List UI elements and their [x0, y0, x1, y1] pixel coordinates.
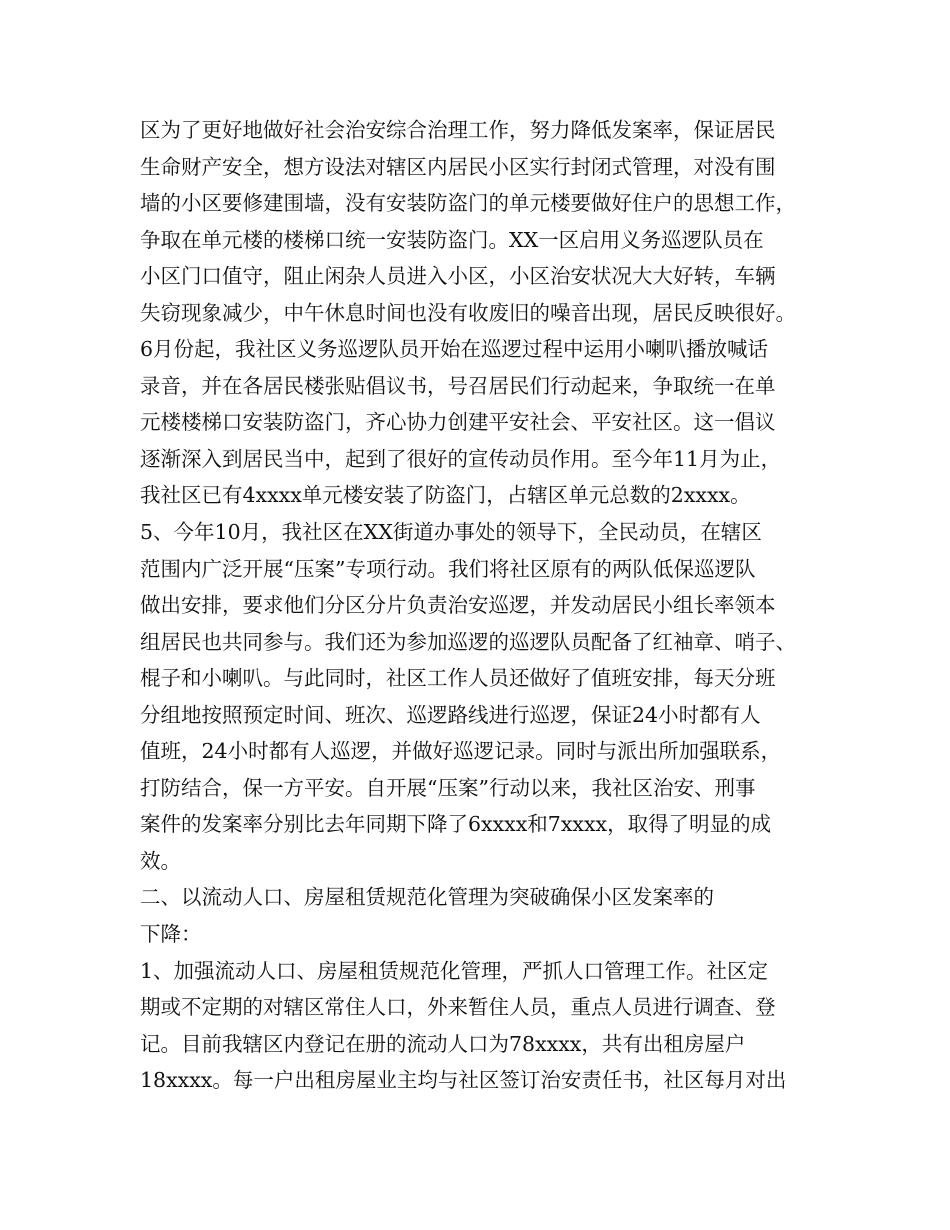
- text-line: 做出安排，要求他们分区分片负责治安巡逻，并发动居民小组长率领本: [140, 593, 776, 618]
- text-line: 18xxxx。每一户出租房屋业主均与社区签订治安责任书，社区每月对出: [140, 1068, 787, 1093]
- text-line: 生命财产安全，想方设法对辖区内居民小区实行封闭式管理，对没有围: [140, 154, 776, 179]
- text-line: 元楼楼梯口安装防盗门，齐心协力创建平安社会、平安社区。这一倡议: [140, 410, 776, 435]
- text-line: 范围内广泛开展“压案”专项行动。我们将社区原有的两队低保巡逻队: [140, 556, 756, 581]
- text-line: 1、加强流动人口、房屋租赁规范化管理，严抓人口管理工作。社区定: [140, 958, 769, 983]
- text-line: 录音，并在各居民楼张贴倡议书，号召居民们行动起来，争取统一在单: [140, 373, 776, 398]
- text-line: 区为了更好地做好社会治安综合治理工作，努力降低发案率，保证居民: [140, 118, 776, 142]
- text-line: 争取在单元楼的楼梯口统一安装防盗门。XX一区启用义务巡逻队员在: [140, 227, 764, 252]
- text-line: 打防结合，保一方平安。自开展“压案”行动以来，我社区治安、刑事: [140, 775, 756, 800]
- text-line: 逐渐深入到居民当中，起到了很好的宣传动员作用。至今年11月为止，: [140, 446, 782, 471]
- text-line: 效。: [140, 848, 181, 873]
- text-line: 期或不定期的对辖区常住人口，外来暂住人员，重点人员进行调查、登: [140, 995, 776, 1020]
- text-line: 墙的小区要修建围墙，没有安装防盗门的单元楼要做好住户的思想工作，: [140, 191, 796, 216]
- text-line: 组居民也共同参与。我们还为参加巡逻的巡逻队员配备了红袖章、哨子、: [140, 629, 796, 654]
- text-line: 值班，24小时都有人巡逻，并做好巡逻记录。同时与派出所加强联系，: [140, 739, 782, 764]
- text-line: 失窃现象减少，中午休息时间也没有收废旧的噪音出现，居民反映很好。: [140, 300, 796, 325]
- text-line: 小区门口值守，阻止闲杂人员进入小区，小区治安状况大大好转，车辆: [140, 264, 776, 289]
- text-line: 分组地按照预定时间、班次、巡逻路线进行巡逻，保证24小时都有人: [140, 702, 761, 727]
- text-line: 我社区已有4xxxx单元楼安装了防盗门，占辖区单元总数的2xxxx。: [140, 483, 751, 508]
- text-line: 6月份起，我社区义务巡逻队员开始在巡逻过程中运用小喇叭播放喊话: [140, 337, 769, 362]
- document-body: [140, 112, 840, 1099]
- text-line: 记。目前我辖区内登记在册的流动人口为78xxxx，共有出租房屋户: [140, 1031, 746, 1056]
- text-line: 案件的发案率分别比去年同期下降了6xxxx和7xxxx，取得了明显的成: [140, 812, 772, 837]
- section-heading-line: 二、以流动人口、房屋租赁规范化管理为突破确保小区发案率的: [140, 885, 714, 910]
- text-line: 棍子和小喇叭。与此同时，社区工作人员还做好了值班安排，每天分班: [140, 666, 776, 691]
- section-heading-line: 下降：: [140, 922, 202, 947]
- text-line: 5、今年10月，我社区在XX街道办事处的领导下，全民动员，在辖区: [140, 520, 762, 545]
